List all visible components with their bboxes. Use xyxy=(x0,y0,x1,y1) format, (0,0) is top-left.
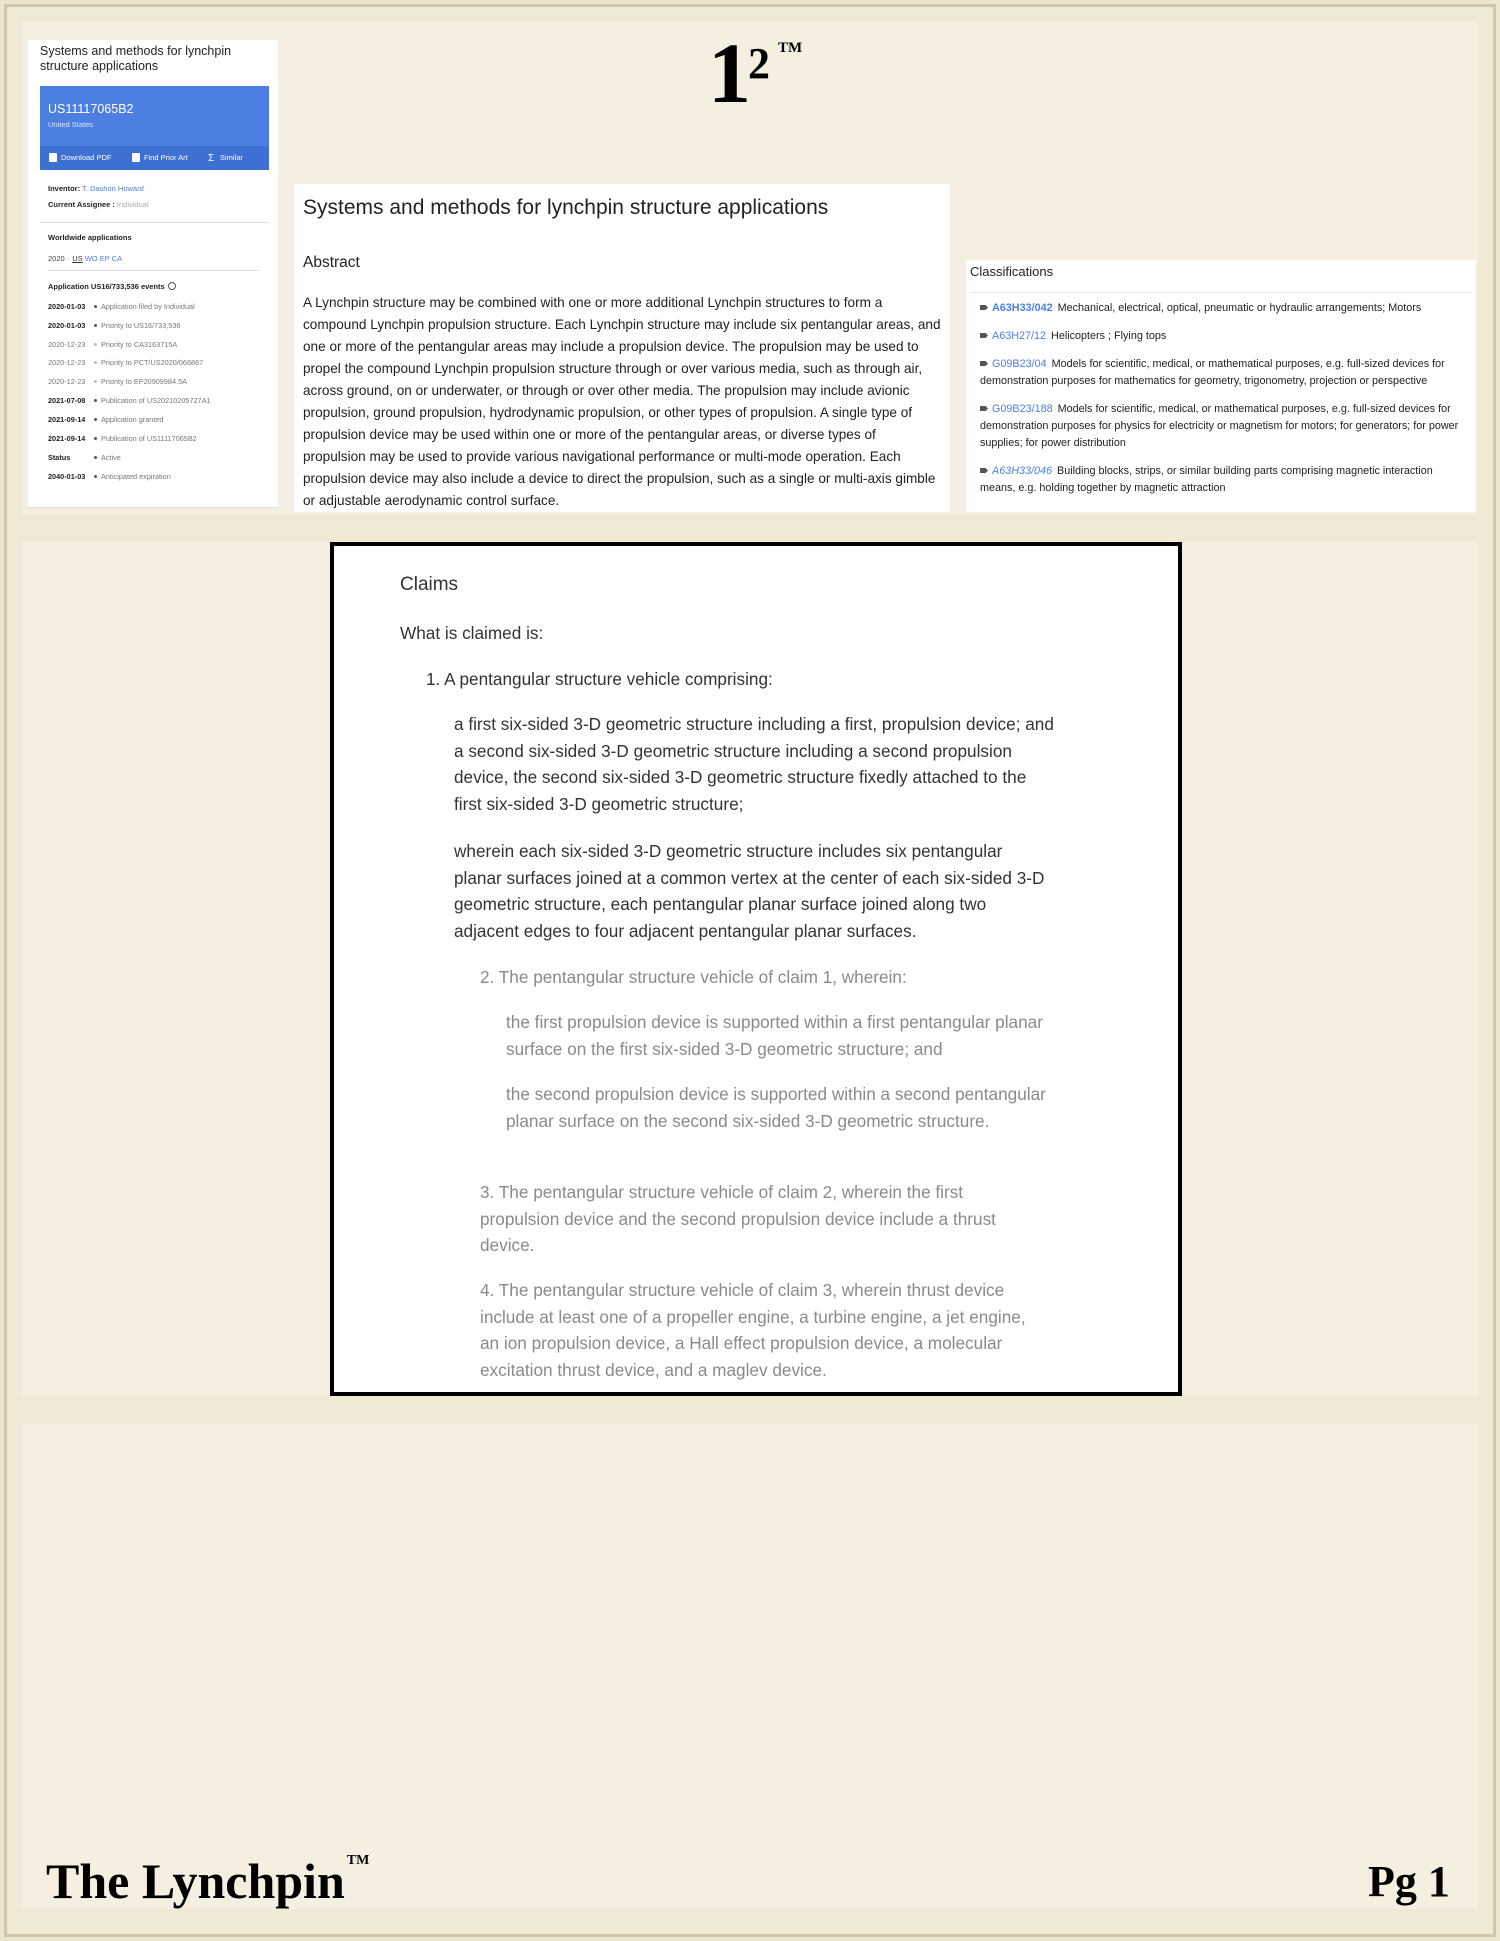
classification-code-link[interactable]: A63H27/12 xyxy=(992,330,1047,342)
classification-item: G09B23/04 Models for scientific, medical, or mathematical purposes, e.g. full-sized devices for demonstration purposes for mathematics for geometry, trigonometry, projection or perspective xyxy=(980,358,1445,387)
event-row: Status Active xyxy=(48,453,121,462)
events-heading: Application US16/733,536 events xyxy=(48,282,176,291)
country-us-link[interactable]: US xyxy=(72,254,83,263)
classifications-heading: Classifications xyxy=(970,264,1054,279)
assignee-row: Current Assignee : Individual xyxy=(48,200,149,209)
logo-superscript: 2 xyxy=(748,39,770,88)
pdf-icon xyxy=(49,153,57,162)
logo-trademark: TM xyxy=(778,40,803,56)
claims-panel xyxy=(330,542,1182,1396)
event-row: 2020-12-23 Priority to CA3163715A xyxy=(48,340,178,349)
page-number: Pg 1 xyxy=(1368,1857,1450,1906)
classification-code-link[interactable]: A63H33/042 xyxy=(992,302,1053,314)
claim-4: 4. The pentangular structure vehicle of claim 3, wherein thrust device include at least one of a propeller engine, a turbine engine, a jet engine, an ion propulsion device, a Hall effect propulsion device, a molecular excitation thrust device, and a maglev device. xyxy=(480,1280,1026,1380)
event-row: 2020-01-03 Application filed by Individual xyxy=(48,302,195,311)
classifications-card xyxy=(966,260,1476,512)
event-row: 2021-07-08 Publication of US20210205727A1 xyxy=(48,396,211,405)
claim-2-element-a: the first propulsion device is supported within a first pentangular planar surface on the first six-sided 3-D geometric structure; and xyxy=(506,1012,1043,1059)
claim-1-element-b: wherein each six-sided 3-D geometric structure includes six pentangular planar surfaces joined at a common vertex at the center of each six-sided 3-D geometric structure, each pentangular planar surface joined along two adjacent edges to four adjacent pentangular planar surfaces. xyxy=(454,841,1045,941)
similar-button[interactable]: Σ Similar xyxy=(208,153,243,164)
patent-actions xyxy=(40,146,269,170)
event-row: 2020-01-03 Priority to US16/733,536 xyxy=(48,321,181,330)
abstract-text: A Lynchpin structure may be combined with one or more additional Lynchpin structures to form a compound Lynchpin propulsion structure. Each Lynchpin structure may include six pentangular areas, and one or more of the pentangular areas may include a propulsion device. The propulsion may be used to propel the compound Lynchpin propulsion structure through or over various media, such as through air, across ground, on or underwater, or through or over other media. The propulsion may include avionic propulsion, ground propulsion, hydrodynamic propulsion, or other types of propulsion. A single type of propulsion device may be used within one or more of the pentangular areas, or diverse types of propulsion may be used to provide various navigational performance or multi-mode operation. Each propulsion device may also include a device to direct the propulsion, such as a single or multi-axis gimble or adjustable aerodynamic control surface. xyxy=(303,295,941,508)
classification-item: G09B23/188 Models for scientific, medical, or mathematical purposes, e.g. full-sized devices for demonstration purposes for physics for electricity or magnetism for motors; for generators; for power supplies; for power distribution xyxy=(980,403,1459,449)
abstract-card xyxy=(294,184,950,512)
classification-code-link[interactable]: G09B23/04 xyxy=(992,358,1047,370)
worldwide-applications: 2020 · US WO EP CA xyxy=(48,254,123,263)
claim-1-element-a: a first six-sided 3-D geometric structure including a first, propulsion device; and a second six-sided 3-D geometric structure including a second propulsion device, the second six-sided 3-D geometric structure fixedly attached to the first six-sided 3-D geometric structure; xyxy=(454,714,1054,814)
logo xyxy=(708,25,803,121)
info-icon[interactable] xyxy=(168,282,176,290)
tag-icon xyxy=(980,305,988,310)
sigma-icon: Σ xyxy=(208,153,215,164)
event-row: 2020-12-23 Priority to EP20909984.5A xyxy=(48,377,187,386)
tag-icon xyxy=(980,406,988,411)
footer-brand: The Lynchpin ™ xyxy=(46,1853,370,1909)
divider xyxy=(40,222,269,223)
patent-summary-card xyxy=(28,40,278,508)
classification-item: A63H33/046 Building blocks, strips, or similar building parts comprising magnetic interaction means, e.g. holding together by magnetic attraction xyxy=(980,465,1433,494)
patent-country: United States xyxy=(48,120,94,129)
divider xyxy=(970,292,1472,293)
classification-code-link[interactable]: A63H33/046 xyxy=(992,465,1053,477)
claim-3: 3. The pentangular structure vehicle of claim 2, wherein the first propulsion device and the second propulsion device include a thrust device. xyxy=(480,1182,996,1255)
event-row: 2021-09-14 Application granted xyxy=(48,415,164,424)
claim-2: 2. The pentangular structure vehicle of claim 1, wherein: xyxy=(480,967,907,987)
event-row: 2020-12-23 Priority to PCT/US2020/066867 xyxy=(48,358,204,367)
divider xyxy=(48,270,260,271)
event-row: 2021-09-14 Publication of US11117065B2 xyxy=(48,434,197,443)
claims-heading: Claims xyxy=(400,574,459,595)
logo-number: 1 xyxy=(708,25,751,121)
tag-icon xyxy=(980,468,988,473)
patent-title: Systems and methods for lynchpin structure applications xyxy=(40,44,232,73)
inventor-row: Inventor: T. Dashon Howard xyxy=(48,184,144,193)
bottom-panel xyxy=(22,1424,1478,1909)
inventor-link[interactable]: T. Dashon Howard xyxy=(82,184,144,193)
abstract-title: Systems and methods for lynchpin structure applications xyxy=(303,196,829,219)
download-pdf-button[interactable]: Download PDF xyxy=(49,153,111,162)
claims-intro: What is claimed is: xyxy=(400,623,544,643)
classification-item: A63H33/042 Mechanical, electrical, optical, pneumatic or hydraulic arrangements; Motors xyxy=(980,300,1470,317)
tag-icon xyxy=(980,361,988,366)
tag-icon xyxy=(980,333,988,338)
abstract-heading: Abstract xyxy=(303,254,360,271)
country-other-links[interactable]: WO EP CA xyxy=(84,254,123,263)
worldwide-heading: Worldwide applications xyxy=(48,233,132,242)
event-row: 2040-01-03 Anticipated expiration xyxy=(48,472,171,481)
classification-item: A63H27/12 Helicopters ; Flying tops xyxy=(980,328,1470,345)
classification-code-link[interactable]: G09B23/188 xyxy=(992,403,1053,415)
search-doc-icon xyxy=(132,153,140,162)
claim-2-element-b: the second propulsion device is supported within a second pentangular planar surface on the second six-sided 3-D geometric structure. xyxy=(506,1084,1046,1131)
find-prior-art-button[interactable]: Find Prior Art xyxy=(132,153,188,162)
claim-1: 1. A pentangular structure vehicle comprising: xyxy=(426,669,773,689)
patent-number: US11117065B2 xyxy=(48,102,134,116)
